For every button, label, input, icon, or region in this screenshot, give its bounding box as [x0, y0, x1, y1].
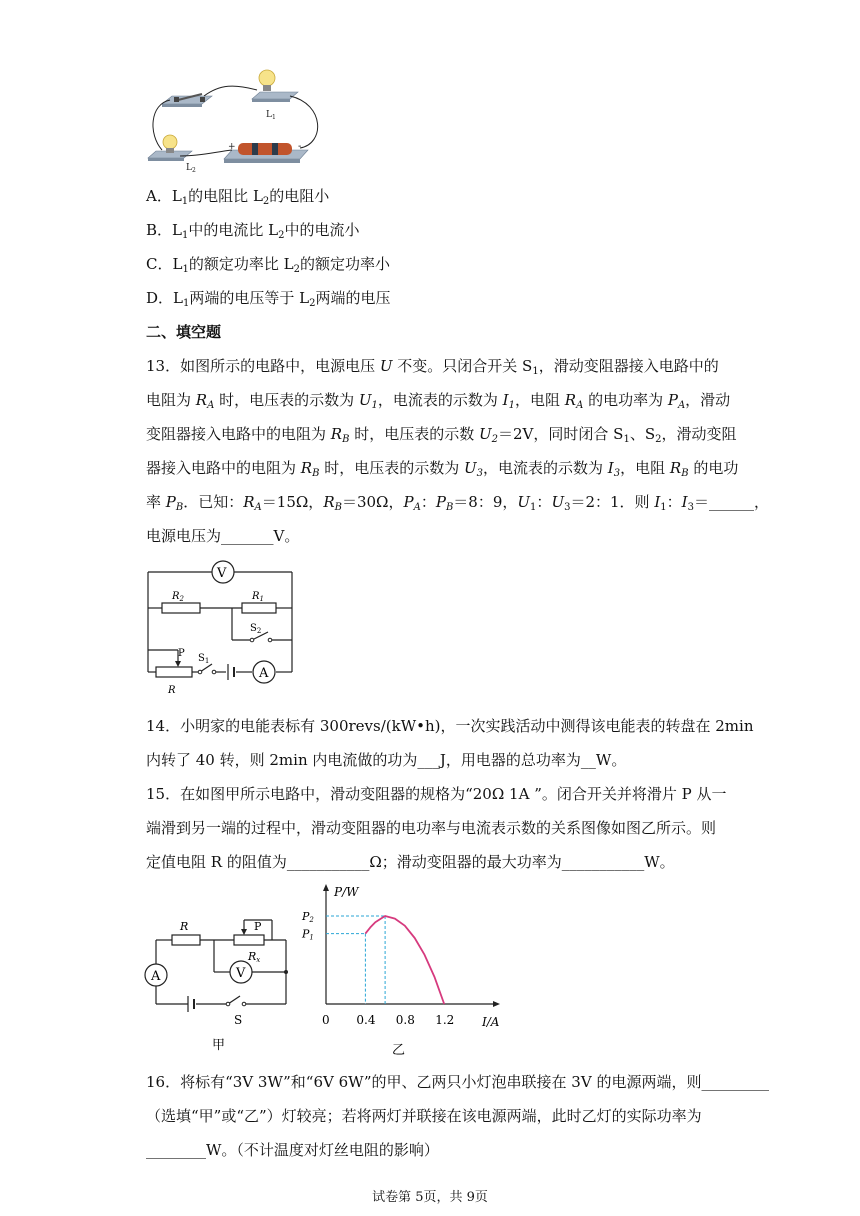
- q16-line-2: （选填“甲”或“乙”）灯较亮；若将两灯并联接在该电源两端，此时乙灯的实际功率为: [146, 1107, 702, 1125]
- q13-line-3: 变阻器接入电路中的电阻为 $R_B$ 时，电压表的示数 $U_2=2V$，同时闭合 $S_1$、$S_2$，滑动变阻: [146, 425, 737, 445]
- q16-line-1: 16．将标有“3V 3W”和“6V 6W”的甲、乙两只小灯泡串联接在 3V 的电源两端，则_________: [146, 1073, 769, 1091]
- resistor-r-icon: [172, 935, 200, 945]
- svg-text:P: P: [178, 648, 185, 659]
- q15-line-2: 端滑到另一端的过程中，滑动变阻器的电功率与电流表示数的关系图像如图乙所示。则: [146, 819, 717, 837]
- q15-circuit-diagram: [140, 908, 300, 1058]
- page-footer: 试卷第 5页，共 9页: [372, 1190, 488, 1205]
- svg-text:R: R: [180, 920, 189, 933]
- resistor-r2-icon: [162, 603, 200, 613]
- section-title: 二、填空题: [146, 323, 222, 341]
- svg-text:Rx: Rx: [248, 950, 261, 964]
- q13-line-6: 电源电压为_______V。: [146, 527, 300, 545]
- chart-y-arrow: [323, 884, 329, 891]
- chart-caption: 乙: [392, 1043, 406, 1058]
- q12-physical-circuit-figure: [140, 64, 340, 174]
- q12-option-a: A．$L_1$的电阻比 $L_2$的电阻小: [146, 187, 330, 207]
- q12-option-d: D．$L_1$两端的电压等于 $L_2$两端的电压: [146, 289, 391, 309]
- resistor-r1-icon: [242, 603, 276, 613]
- q13-line-4: 器接入电路中的电阻为 $R_B$ 时，电压表的示数为 $U_3$，电流表的示数为 $I_3$，电阻 $R_B$ 的电功: [146, 459, 739, 479]
- q16-line-3: ________W。（不计温度对灯丝电阻的影响）: [146, 1141, 439, 1159]
- lamp-l2-icon: [163, 135, 177, 149]
- svg-text:-: -: [298, 141, 302, 152]
- q12-option-c: C．$L_1$的额定功率比 $L_2$的额定功率小: [146, 255, 390, 275]
- chart-x-tick-label: 1.2: [435, 1013, 455, 1027]
- svg-text:R1: $R_1$: [252, 591, 264, 603]
- svg-text:S: S: [234, 1013, 243, 1027]
- svg-text:S1: $S_1$: [198, 653, 210, 665]
- rheostat-icon: [156, 667, 192, 677]
- svg-text:R2: $R_2$: [172, 591, 184, 603]
- battery-icon: [238, 143, 292, 155]
- chart-y-label-p2: P2: [302, 910, 314, 924]
- svg-text:L1: $L_1$: [266, 110, 276, 121]
- svg-text:V: V: [236, 966, 246, 981]
- lamp-l1-icon: [259, 70, 275, 86]
- svg-text:+: +: [228, 142, 236, 152]
- q14-line-1: 14．小明家的电能表标有 300revs/(kW•h)，一次实践活动中测得该电能表的转盘在 2min: [146, 717, 754, 735]
- chart-y-axis-label: P/W: [334, 885, 359, 899]
- rheostat-rx-icon: [234, 935, 264, 945]
- q13-line-2: 电阻为 $R_A$ 时，电压表的示数为 $U_1$，电流表的示数为 $I_1$，电阻 $R_A$ 的电功率为 $P_A$，滑动: [146, 391, 731, 411]
- chart-x-axis-label: I/A: [482, 1015, 500, 1029]
- q15-line-3: 定值电阻 R 的阻值为___________Ω；滑动变阻器的最大功率为___________W。: [146, 853, 675, 871]
- q13-circuit-diagram: [140, 560, 300, 700]
- chart-x-arrow: [493, 1001, 500, 1007]
- q12-option-b: B．$L_1$中的电流比 $L_2$中的电流小: [146, 221, 360, 241]
- q13-line-1: 13．如图所示的电路中，电源电压 U 不变。只闭合开关 $S_1$，滑动变阻器接入电路中的: [146, 357, 719, 377]
- q14-line-2: 内转了 40 转，则 2min 内电流做的功为___J，用电器的总功率为__W。: [146, 751, 627, 769]
- q13-line-5: 率 $P_B$．已知：$R_A=15\Omega$，$R_B=30\Omega$，$P_A$：$P_B=8$：9，$U_1$：$U_3=2$：1．则 $I_1$：$I_3=\_\_\_\_\_\_$，: [146, 493, 769, 513]
- chart-x-tick-label: 0.4: [356, 1013, 376, 1027]
- svg-text:S2: $S_2$: [250, 623, 262, 635]
- svg-text:A: A: [151, 969, 161, 984]
- svg-text:V: V: [217, 566, 227, 581]
- chart-series-line: [365, 916, 444, 1004]
- svg-text:R: R: [168, 685, 176, 696]
- chart-x-tick-label: 0: [322, 1013, 330, 1027]
- svg-text:A: A: [259, 666, 269, 681]
- chart-y-label-p1: P1: [302, 927, 314, 942]
- svg-text:L2: $L_2$: [186, 163, 196, 174]
- svg-text:P: P: [254, 920, 262, 933]
- chart-x-tick-label: 0.8: [395, 1013, 415, 1027]
- q15-power-current-chart: [296, 876, 516, 1060]
- svg-text:甲: 甲: [212, 1038, 226, 1053]
- q15-line-1: 15．在如图甲所示电路中，滑动变阻器的规格为“20Ω 1A ”。闭合开关并将滑片 P 从一: [146, 785, 727, 803]
